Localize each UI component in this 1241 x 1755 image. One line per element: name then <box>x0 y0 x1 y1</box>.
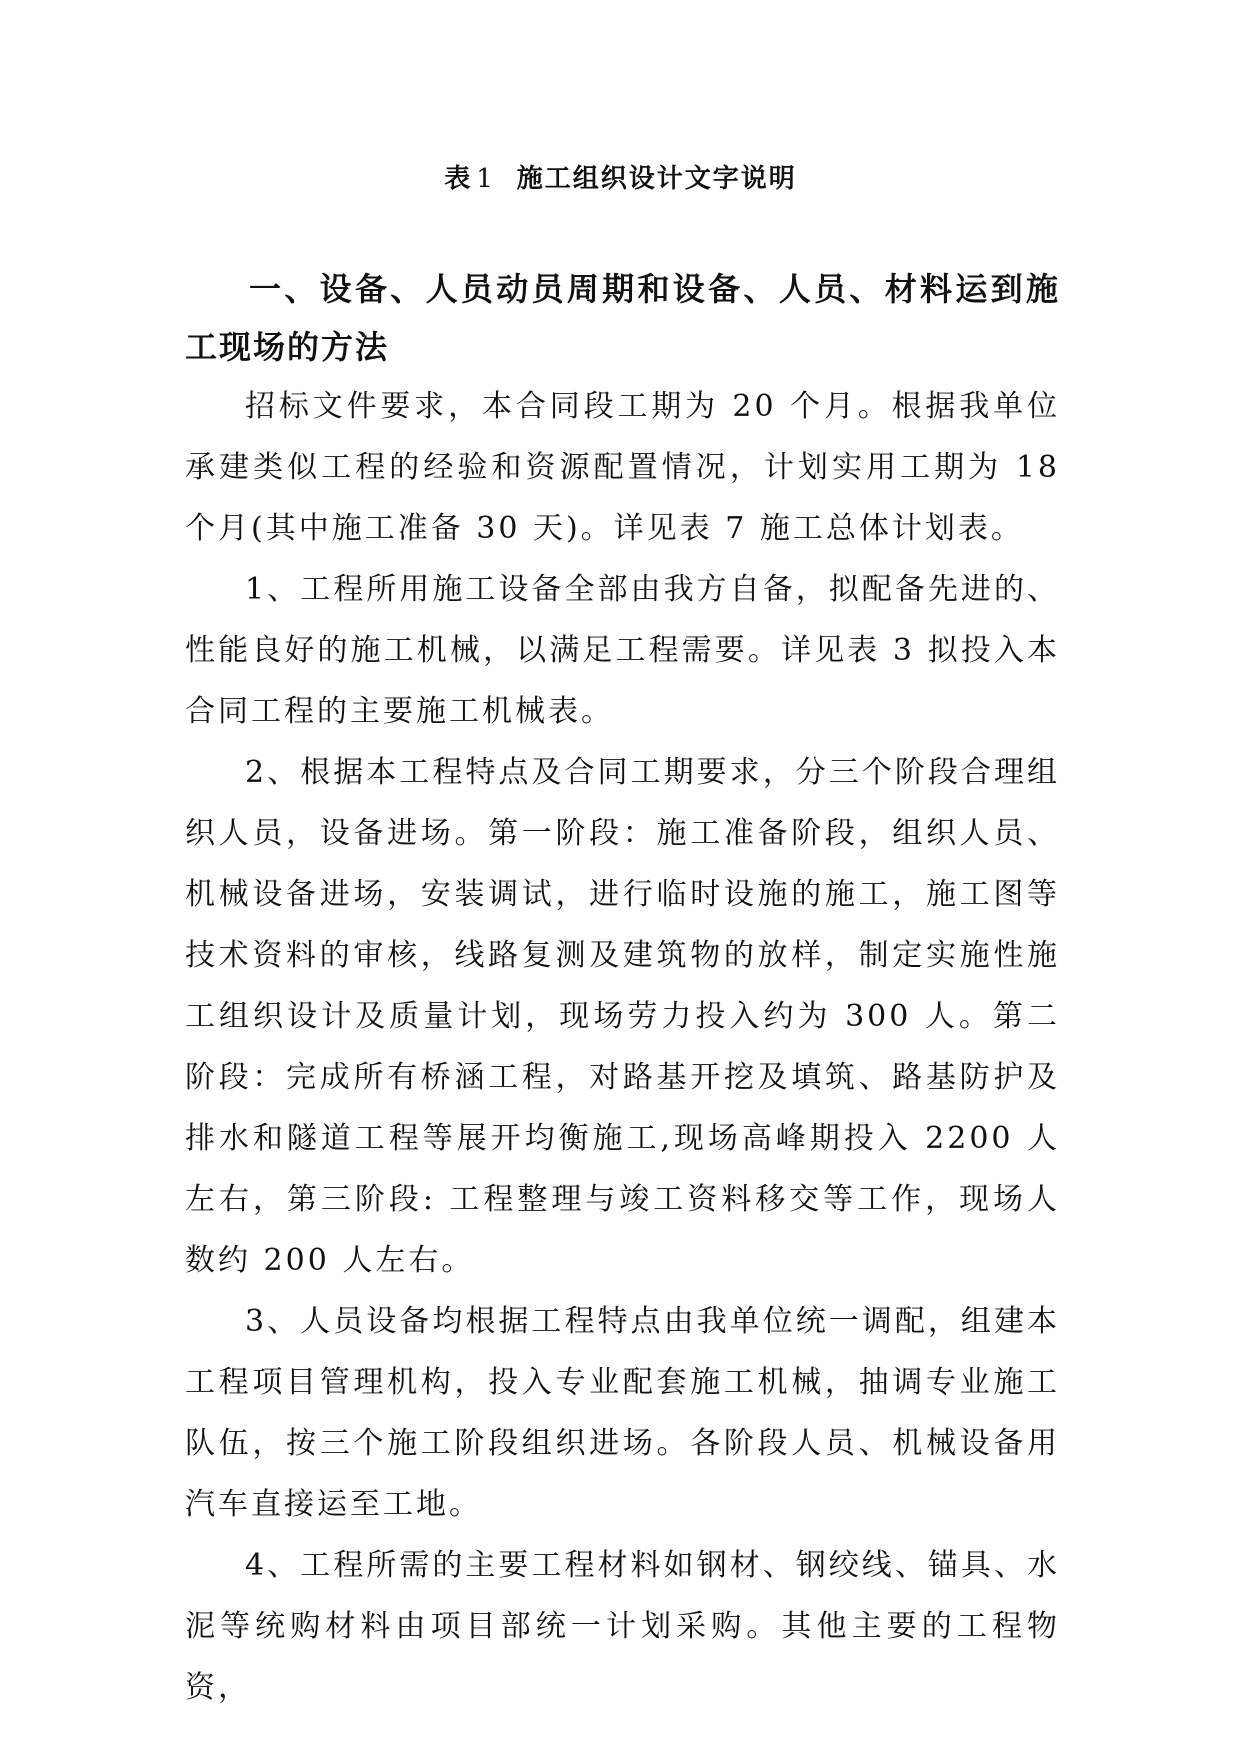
section-heading: 一、设备、人员动员周期和设备、人员、材料运到施工现场的方法 <box>185 270 1060 366</box>
document-body <box>185 260 1060 1718</box>
paragraph-item-1: 1、工程所用施工设备全部由我方自备，拟配备先进的、性能良好的施工机械，以满足工程需要。详见表 3 拟投入本合同工程的主要施工机械表。 <box>185 572 1060 729</box>
paragraph-item-3: 3、人员设备均根据工程特点由我单位统一调配，组建本工程项目管理机构，投入专业配套施工机械，抽调专业施工队伍，按三个施工阶段组织进场。各阶段人员、机械设备用汽车直接运至工地。 <box>185 1304 1060 1522</box>
paragraph-schedule: 招标文件要求，本合同段工期为 20 个月。根据我单位承建类似工程的经验和资源配置情况，计划实用工期为 18 个月(其中施工准备 30 天)。详见表 7 施工总体计划表。 <box>185 389 1060 546</box>
paragraph-item-2: 2、根据本工程特点及合同工期要求，分三个阶段合理组织人员，设备进场。第一阶段：施工准备阶段，组织人员、机械设备进场，安装调试，进行临时设施的施工，施工图等技术资料的审核，线路复测及建筑物的放样，制定实施性施工组织设计及质量计划，现场劳力投入约为 300 人。第二阶段：完成所有桥涵工程，对路基开挖及填筑、路基防护及排水和隧道工程等展开均衡施工,现场高峰期投入 2200 人左右，第三阶段: 工程整理与竣工资料移交等工作，现场人数约 200 人左右。 <box>185 755 1060 1278</box>
paragraph-item-4: 4、工程所需的主要工程材料如钢材、钢绞线、锚具、水泥等统购材料由项目部统一计划采购。其他主要的工程物资， <box>185 1548 1060 1705</box>
title-prefix: 表 <box>444 164 473 194</box>
title-number: 1 <box>476 164 495 194</box>
title-text: 施工组织设计文字说明 <box>516 164 797 194</box>
document-title <box>0 158 1241 195</box>
